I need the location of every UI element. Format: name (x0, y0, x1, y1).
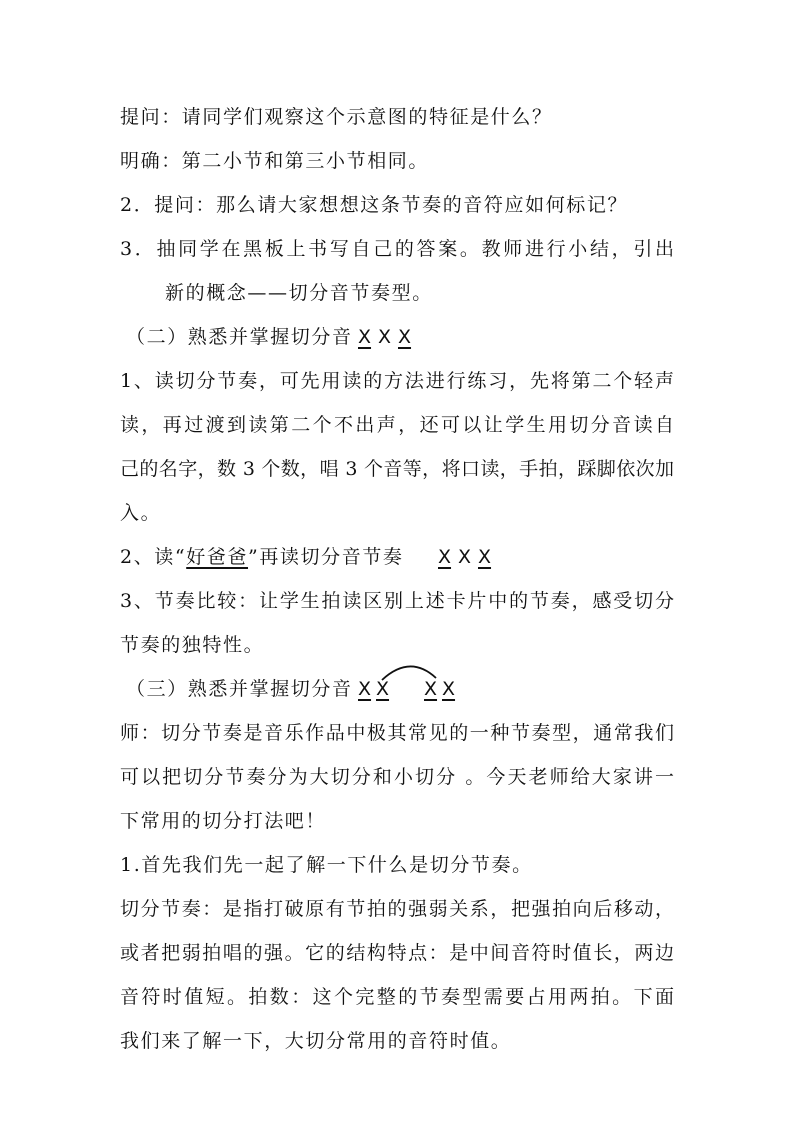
rhythm-note: X (442, 678, 456, 700)
syncopation-rhythm-notation (438, 545, 498, 571)
paragraph-line: 可以把切分节奏分为大切分和小切分 。今天老师给大家讲一 (120, 766, 674, 788)
paragraph-line: 提问：请同学们观察这个示意图的特征是什么？ (120, 106, 553, 128)
paragraph-line: 明确：第二小节和第三小节相同。 (120, 150, 430, 172)
text-segment: ”再读切分音节奏 (248, 546, 404, 568)
paragraph-line: 1.首先我们先一起了解一下什么是切分节奏。 (120, 854, 533, 876)
paragraph-line: 3、节奏比较：让学生拍读区别上述卡片中的节奏，感受切分 (120, 590, 674, 612)
paragraph-line: 下常用的切分打法吧！ (120, 810, 327, 832)
section-heading: （三）熟悉并掌握切分音 (126, 678, 353, 700)
section-heading: （二）熟悉并掌握切分音 (126, 326, 353, 348)
paragraph-line: 新的概念——切分音节奏型。 (165, 282, 433, 304)
underlined-word: 好爸爸 (186, 546, 249, 568)
paragraph-line: 读，再过渡到读第二个不出声，还可以让学生用切分音读自 (120, 414, 674, 436)
paragraph-line: 己的名字，数 3 个数，唱 3 个音等，将口读，手拍，踩脚依次加 (120, 458, 674, 480)
rhythm-note: X (358, 678, 372, 700)
tie-arc (380, 660, 440, 682)
rhythm-note: X (438, 546, 452, 568)
paragraph-line: 师：切分节奏是音乐作品中极其常见的一种节奏型，通常我们 (120, 722, 674, 744)
rhythm-note: X (424, 678, 438, 700)
rhythm-note: X (458, 546, 472, 568)
paragraph-line: 2．提问：那么请大家想想这条节奏的音符应如何标记？ (120, 194, 629, 216)
paragraph-line: 1、读切分节奏，可先用读的方法进行练习，先将第二个轻声 (120, 370, 674, 392)
rhythm-note: X (398, 326, 412, 348)
paragraph-line: 节奏的独特性。 (120, 634, 265, 656)
paragraph-line: 或者把弱拍唱的强。它的结构特点：是中间音符时值长，两边 (120, 942, 674, 964)
paragraph-line: 入。 (120, 502, 162, 524)
paragraph-line (120, 545, 404, 569)
paragraph-line: 3．抽同学在黑板上书写自己的答案。教师进行小结，引出 (120, 238, 674, 260)
rhythm-note: X (378, 326, 392, 348)
paragraph-line: 音符时值短。拍数：这个完整的节奏型需要占用两拍。下面 (120, 986, 674, 1008)
syncopation-rhythm-notation (358, 325, 418, 351)
rhythm-note: X (376, 678, 390, 700)
paragraph-line: 我们来了解一下，大切分常用的音符时值。 (120, 1030, 512, 1052)
text-segment: 2、读“ (120, 546, 187, 568)
rhythm-note: X (358, 326, 372, 348)
paragraph-line: 切分节奏：是指打破原有节拍的强弱关系，把强拍向后移动， (120, 898, 674, 920)
rhythm-note: X (478, 546, 492, 568)
